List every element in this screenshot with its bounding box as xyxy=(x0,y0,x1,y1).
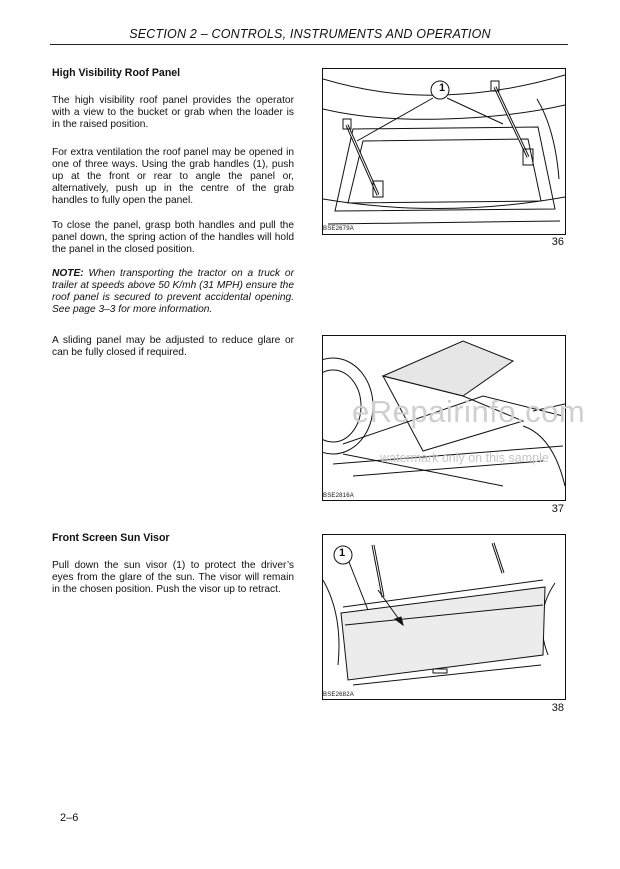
section1-paragraph-2: For extra ventilation the roof panel may be opened in one of three ways. Using the grab handles (1), push up at the front or rear to angle the panel or, alternatively, push up in the centre of the grab handles to fully open the panel. xyxy=(52,147,294,206)
section1-p3-block xyxy=(52,220,294,256)
note-text: When transporting the tractor on a truck or trailer at speeds above 50 K/mh (31 MPH) ensure the roof panel is secured to prevent accidental opening. See page 3–3 for more information. xyxy=(52,268,294,315)
figure-37-code: BSE2816A xyxy=(323,493,354,499)
section2-heading: Front Screen Sun Visor xyxy=(52,532,170,544)
section-header: SECTION 2 – CONTROLS, INSTRUMENTS AND OPERATION xyxy=(129,27,491,41)
section1-paragraph-3: To close the panel, grasp both handles and pull the panel down, the spring action of the handles will hold the panel in the closed position. xyxy=(52,220,294,255)
header-rule xyxy=(50,44,568,45)
section2-heading-block xyxy=(52,532,294,544)
figure-36-number: 36 xyxy=(551,236,564,248)
watermark-main: eRepairinfo.com xyxy=(352,394,586,429)
figure-36-callout: 1 xyxy=(438,82,446,94)
figure-38-code: BSE2682A xyxy=(323,692,354,698)
section2-p1-block xyxy=(52,560,294,596)
section1-p1-block xyxy=(52,95,294,131)
figure-38-callout: 1 xyxy=(338,547,346,559)
section1-p2-block xyxy=(52,147,294,207)
section1-heading: High Visibility Roof Panel xyxy=(52,67,181,79)
section2-paragraph-1: Pull down the sun visor (1) to protect the driver’s eyes from the glare of the sun. The visor will remain in the chosen position. Push the visor up to retract. xyxy=(52,560,294,595)
section1-note xyxy=(52,268,294,316)
figure-38-number: 38 xyxy=(551,702,564,714)
section1-note-block xyxy=(52,268,294,316)
figure-37-number: 37 xyxy=(551,503,564,515)
watermark-sub: watermark only on this sample xyxy=(380,451,549,465)
section1-paragraph-1: The high visibility roof panel provides the operator with a view to the bucket or grab when the loader is in the raised position. xyxy=(52,95,294,130)
section1-heading-block xyxy=(52,67,294,79)
page-number: 2–6 xyxy=(60,812,79,824)
note-label: NOTE: xyxy=(52,268,84,279)
figure-36-code: BSE2679A xyxy=(323,226,354,232)
section1-paragraph-4: A sliding panel may be adjusted to reduce glare or can be fully closed if required. xyxy=(52,335,294,358)
section1-p4-block xyxy=(52,335,294,359)
figure-38-sun-visor-illustration xyxy=(322,534,566,700)
